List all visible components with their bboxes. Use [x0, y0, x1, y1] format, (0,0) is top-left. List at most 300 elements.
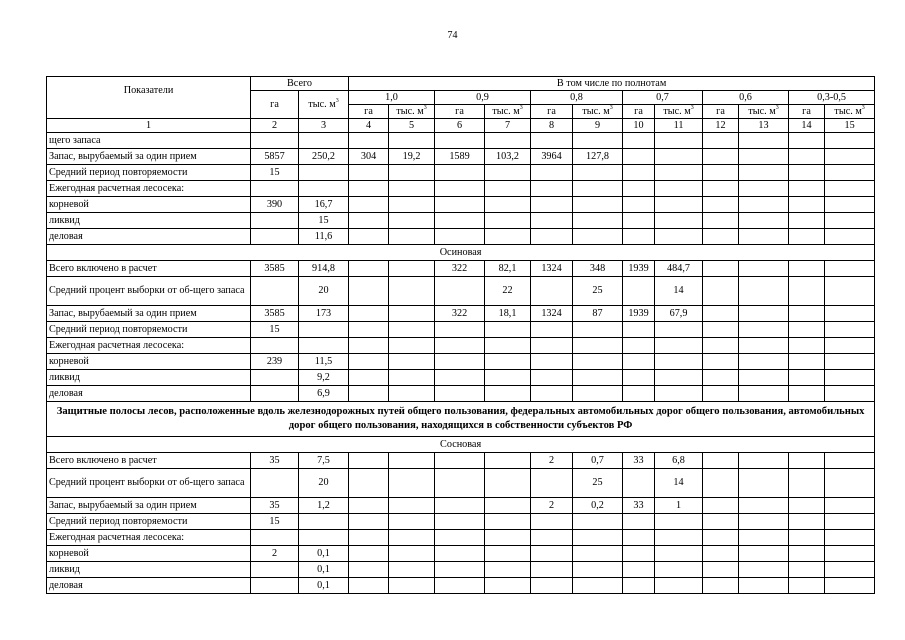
table-cell	[531, 562, 573, 578]
table-cell	[251, 386, 299, 402]
row-label: Средний процент выборки от об-щего запаса	[47, 277, 251, 306]
column-number: 14	[789, 119, 825, 133]
table-cell	[485, 229, 531, 245]
row-label: ликвид	[47, 562, 251, 578]
header-unit-m3: тыс. $м^3$	[485, 105, 531, 119]
table-cell: 2	[251, 546, 299, 562]
table-cell	[703, 213, 739, 229]
table-cell: 1589	[435, 149, 485, 165]
table-cell	[703, 277, 739, 306]
table-cell	[789, 530, 825, 546]
row-label: Ежегодная расчетная лесосека:	[47, 530, 251, 546]
table-cell	[825, 386, 875, 402]
table-cell	[573, 197, 623, 213]
table-cell	[485, 386, 531, 402]
table-cell	[349, 546, 389, 562]
table-cell	[703, 306, 739, 322]
table-cell	[573, 530, 623, 546]
row-label: Всего включено в расчет	[47, 453, 251, 469]
table-row	[47, 402, 875, 437]
table-cell	[485, 562, 531, 578]
column-number: 10	[623, 119, 655, 133]
table-cell: 67,9	[655, 306, 703, 322]
table-cell	[825, 498, 875, 514]
table-cell	[739, 562, 789, 578]
table-cell	[789, 197, 825, 213]
table-cell	[485, 578, 531, 594]
table-cell: 14	[655, 469, 703, 498]
table-cell	[825, 546, 875, 562]
row-label: ликвид	[47, 213, 251, 229]
table-cell	[435, 578, 485, 594]
table-cell	[825, 149, 875, 165]
table-cell	[739, 277, 789, 306]
table-cell: 173	[299, 306, 349, 322]
table-cell	[739, 133, 789, 149]
row-label: ликвид	[47, 370, 251, 386]
table-row	[47, 229, 875, 245]
table-cell	[623, 562, 655, 578]
table-cell: 11,5	[299, 354, 349, 370]
table-cell: 1	[655, 498, 703, 514]
table-cell	[655, 149, 703, 165]
table-cell	[389, 261, 435, 277]
table-cell	[531, 370, 573, 386]
table-cell	[825, 165, 875, 181]
table-cell: 0,1	[299, 578, 349, 594]
column-number: 2	[251, 119, 299, 133]
table-cell	[531, 277, 573, 306]
row-label: Всего включено в расчет	[47, 261, 251, 277]
table-cell: 1324	[531, 306, 573, 322]
table-cell	[703, 133, 739, 149]
table-cell	[623, 546, 655, 562]
table-cell	[789, 354, 825, 370]
table-cell	[789, 165, 825, 181]
table-cell	[825, 338, 875, 354]
table-row	[47, 370, 875, 386]
table-cell	[655, 197, 703, 213]
table-cell	[825, 229, 875, 245]
table-cell	[703, 322, 739, 338]
header-density: 0,6	[703, 91, 789, 105]
table-cell	[435, 338, 485, 354]
table-cell: 15	[251, 165, 299, 181]
table-row	[47, 306, 875, 322]
table-cell	[251, 370, 299, 386]
table-cell	[251, 530, 299, 546]
table-cell	[739, 354, 789, 370]
table-cell	[703, 498, 739, 514]
table-cell	[703, 562, 739, 578]
table-cell: 2	[531, 453, 573, 469]
table-row	[47, 514, 875, 530]
table-cell	[531, 181, 573, 197]
table-cell	[739, 181, 789, 197]
table-cell	[485, 322, 531, 338]
table-cell	[703, 578, 739, 594]
table-row	[47, 338, 875, 354]
table-cell	[531, 213, 573, 229]
table-cell	[825, 354, 875, 370]
table-row	[47, 530, 875, 546]
table-cell	[623, 197, 655, 213]
header-density: 0,3-0,5	[789, 91, 875, 105]
table-cell	[703, 181, 739, 197]
table-cell: 9,2	[299, 370, 349, 386]
table-cell: 18,1	[485, 306, 531, 322]
table-cell: 3964	[531, 149, 573, 165]
table-cell	[623, 530, 655, 546]
table-cell	[435, 322, 485, 338]
table-cell	[739, 578, 789, 594]
table-cell	[435, 229, 485, 245]
header-unit-ha: га	[349, 105, 389, 119]
column-number: 11	[655, 119, 703, 133]
column-number: 7	[485, 119, 531, 133]
table-body	[47, 133, 875, 594]
table-cell	[485, 469, 531, 498]
table-cell	[251, 229, 299, 245]
table-cell	[299, 133, 349, 149]
table-cell	[435, 530, 485, 546]
column-number: 9	[573, 119, 623, 133]
column-number: 12	[703, 119, 739, 133]
table-cell: 22	[485, 277, 531, 306]
table-cell	[435, 546, 485, 562]
row-label: Ежегодная расчетная лесосека:	[47, 338, 251, 354]
table-cell	[389, 181, 435, 197]
table-row	[47, 213, 875, 229]
table-cell	[623, 578, 655, 594]
table-cell: 6,9	[299, 386, 349, 402]
section-heading: Сосновая	[47, 437, 875, 453]
row-label: деловая	[47, 229, 251, 245]
table-row	[47, 386, 875, 402]
table-cell: 7,5	[299, 453, 349, 469]
table-cell	[789, 149, 825, 165]
header-unit-ha: га	[789, 105, 825, 119]
table-cell	[739, 386, 789, 402]
table-cell	[573, 338, 623, 354]
table-cell	[435, 386, 485, 402]
table-cell	[623, 181, 655, 197]
table-cell	[349, 181, 389, 197]
table-cell	[703, 338, 739, 354]
table-row	[47, 498, 875, 514]
page-number: 74	[447, 30, 458, 41]
table-cell	[389, 133, 435, 149]
table-row	[47, 322, 875, 338]
header-total: Всего	[251, 77, 349, 91]
table-cell	[739, 165, 789, 181]
table-cell	[573, 578, 623, 594]
table-cell	[789, 306, 825, 322]
table-cell: 87	[573, 306, 623, 322]
table-cell: 390	[251, 197, 299, 213]
header-density: 1,0	[349, 91, 435, 105]
table-cell	[531, 354, 573, 370]
table-cell	[825, 306, 875, 322]
table-cell	[251, 562, 299, 578]
table-cell	[739, 213, 789, 229]
table-cell	[389, 306, 435, 322]
table-cell	[485, 546, 531, 562]
table-cell	[389, 370, 435, 386]
table-cell	[789, 338, 825, 354]
section-heading: Осиновая	[47, 245, 875, 261]
table-cell: 322	[435, 306, 485, 322]
table-cell	[655, 213, 703, 229]
table-cell	[349, 261, 389, 277]
header-density: 0,8	[531, 91, 623, 105]
table-cell	[573, 370, 623, 386]
table-cell	[703, 261, 739, 277]
table-cell	[623, 165, 655, 181]
table-cell	[389, 229, 435, 245]
table-cell	[573, 133, 623, 149]
table-cell: 19,2	[389, 149, 435, 165]
table-cell	[655, 229, 703, 245]
table-cell	[389, 498, 435, 514]
table-cell	[789, 546, 825, 562]
table-cell	[485, 498, 531, 514]
table-cell: 2	[531, 498, 573, 514]
table-cell	[299, 322, 349, 338]
row-label: Средний процент выборки от об-щего запаса	[47, 469, 251, 498]
table-cell	[703, 354, 739, 370]
table-cell	[825, 181, 875, 197]
header-in-density: В том числе по полнотам	[349, 77, 875, 91]
table-cell	[485, 338, 531, 354]
table-cell	[703, 546, 739, 562]
table-row	[47, 469, 875, 498]
table-cell: 20	[299, 277, 349, 306]
table-cell	[251, 338, 299, 354]
table-cell	[789, 578, 825, 594]
table-cell	[485, 133, 531, 149]
table-cell	[435, 453, 485, 469]
table-cell	[739, 546, 789, 562]
table-cell	[531, 133, 573, 149]
table-cell	[299, 165, 349, 181]
table-cell	[703, 229, 739, 245]
table-row	[47, 277, 875, 306]
table-cell	[435, 514, 485, 530]
table-cell	[299, 338, 349, 354]
table-cell	[703, 469, 739, 498]
table-cell	[389, 197, 435, 213]
header-density: 0,7	[623, 91, 703, 105]
table-cell	[789, 261, 825, 277]
table-cell	[623, 149, 655, 165]
table-cell: 103,2	[485, 149, 531, 165]
table-cell	[825, 514, 875, 530]
table-cell: 0,1	[299, 562, 349, 578]
table-cell	[299, 514, 349, 530]
table-cell: 3585	[251, 306, 299, 322]
table-cell	[739, 530, 789, 546]
table-cell	[349, 530, 389, 546]
table-cell	[435, 354, 485, 370]
table-cell	[251, 181, 299, 197]
column-number: 8	[531, 119, 573, 133]
table-cell	[623, 213, 655, 229]
table-row	[47, 165, 875, 181]
table-cell	[789, 562, 825, 578]
table-cell	[825, 562, 875, 578]
table-cell	[531, 338, 573, 354]
table-cell	[703, 386, 739, 402]
table-cell: 1939	[623, 306, 655, 322]
table-cell	[739, 453, 789, 469]
table-cell	[789, 469, 825, 498]
table-cell	[435, 562, 485, 578]
table-cell	[349, 453, 389, 469]
table-cell	[655, 562, 703, 578]
table-cell	[573, 229, 623, 245]
table-cell: 348	[573, 261, 623, 277]
table-cell	[531, 546, 573, 562]
table-cell	[655, 354, 703, 370]
row-label: деловая	[47, 578, 251, 594]
table-cell	[349, 165, 389, 181]
table-cell	[789, 229, 825, 245]
table-cell	[485, 453, 531, 469]
table-cell	[573, 181, 623, 197]
table-cell: 35	[251, 453, 299, 469]
table-cell: 11,6	[299, 229, 349, 245]
header-total-ha: га	[251, 91, 299, 119]
table-cell: 304	[349, 149, 389, 165]
table-cell	[251, 213, 299, 229]
table-cell	[739, 469, 789, 498]
table-cell: 82,1	[485, 261, 531, 277]
table-cell	[573, 386, 623, 402]
table-cell	[349, 213, 389, 229]
table-cell	[389, 386, 435, 402]
column-number: 1	[47, 119, 251, 133]
table-cell	[531, 386, 573, 402]
header-unit-m3: тыс. $м^3$	[825, 105, 875, 119]
table-cell	[349, 562, 389, 578]
row-label: корневой	[47, 197, 251, 213]
table-cell	[739, 306, 789, 322]
table-cell	[789, 277, 825, 306]
table-cell	[703, 514, 739, 530]
table-cell	[435, 181, 485, 197]
table-cell	[349, 338, 389, 354]
table-cell	[739, 338, 789, 354]
table-cell	[655, 322, 703, 338]
table-cell	[789, 386, 825, 402]
row-label: щего запаса	[47, 133, 251, 149]
table-cell	[435, 197, 485, 213]
table-cell	[623, 370, 655, 386]
row-label: корневой	[47, 354, 251, 370]
table-cell	[349, 578, 389, 594]
table-cell	[789, 133, 825, 149]
table-row	[47, 546, 875, 562]
forest-data-table	[46, 76, 875, 594]
table-cell	[739, 197, 789, 213]
table-cell: 484,7	[655, 261, 703, 277]
table-cell	[623, 133, 655, 149]
table-cell	[655, 546, 703, 562]
table-cell	[531, 165, 573, 181]
table-cell	[789, 498, 825, 514]
table-cell: 16,7	[299, 197, 349, 213]
table-cell	[435, 498, 485, 514]
table-row	[47, 149, 875, 165]
header-unit-m3: тыс. $м^3$	[739, 105, 789, 119]
table-cell	[349, 498, 389, 514]
table-cell	[435, 469, 485, 498]
column-number: 13	[739, 119, 789, 133]
table-cell	[825, 197, 875, 213]
table-cell	[349, 354, 389, 370]
table-cell: 35	[251, 498, 299, 514]
table-cell	[349, 277, 389, 306]
table-cell: 1939	[623, 261, 655, 277]
table-cell	[435, 370, 485, 386]
table-row	[47, 133, 875, 149]
table-cell: 6,8	[655, 453, 703, 469]
header-unit-ha: га	[623, 105, 655, 119]
table-cell	[389, 469, 435, 498]
table-cell	[389, 322, 435, 338]
table-cell: 25	[573, 469, 623, 498]
table-cell	[703, 149, 739, 165]
table-row	[47, 578, 875, 594]
table-cell	[389, 530, 435, 546]
table-cell	[825, 530, 875, 546]
table-cell	[485, 354, 531, 370]
table-cell	[825, 213, 875, 229]
table-cell	[349, 322, 389, 338]
table-cell	[349, 386, 389, 402]
header-indicators: Показатели	[47, 77, 251, 119]
column-number: 6	[435, 119, 485, 133]
table-cell	[435, 277, 485, 306]
table-cell	[623, 338, 655, 354]
table-cell	[825, 133, 875, 149]
table-cell	[485, 197, 531, 213]
table-cell	[389, 277, 435, 306]
table-cell	[485, 530, 531, 546]
table-cell	[389, 514, 435, 530]
table-cell	[349, 514, 389, 530]
table-cell	[623, 277, 655, 306]
header-unit-m3: тыс. $м^3$	[573, 105, 623, 119]
table-cell: 33	[623, 453, 655, 469]
table-cell	[349, 197, 389, 213]
table-cell	[389, 546, 435, 562]
header-unit-m3: тыс. $м^3$	[655, 105, 703, 119]
table-cell	[531, 322, 573, 338]
row-label: Запас, вырубаемый за один прием	[47, 149, 251, 165]
table-cell	[623, 322, 655, 338]
table-cell	[825, 453, 875, 469]
table-cell	[485, 213, 531, 229]
table-cell	[655, 338, 703, 354]
table-cell	[531, 469, 573, 498]
table-cell	[435, 213, 485, 229]
table-cell	[789, 514, 825, 530]
table-cell	[573, 322, 623, 338]
table-cell	[825, 370, 875, 386]
table-cell: 0,7	[573, 453, 623, 469]
